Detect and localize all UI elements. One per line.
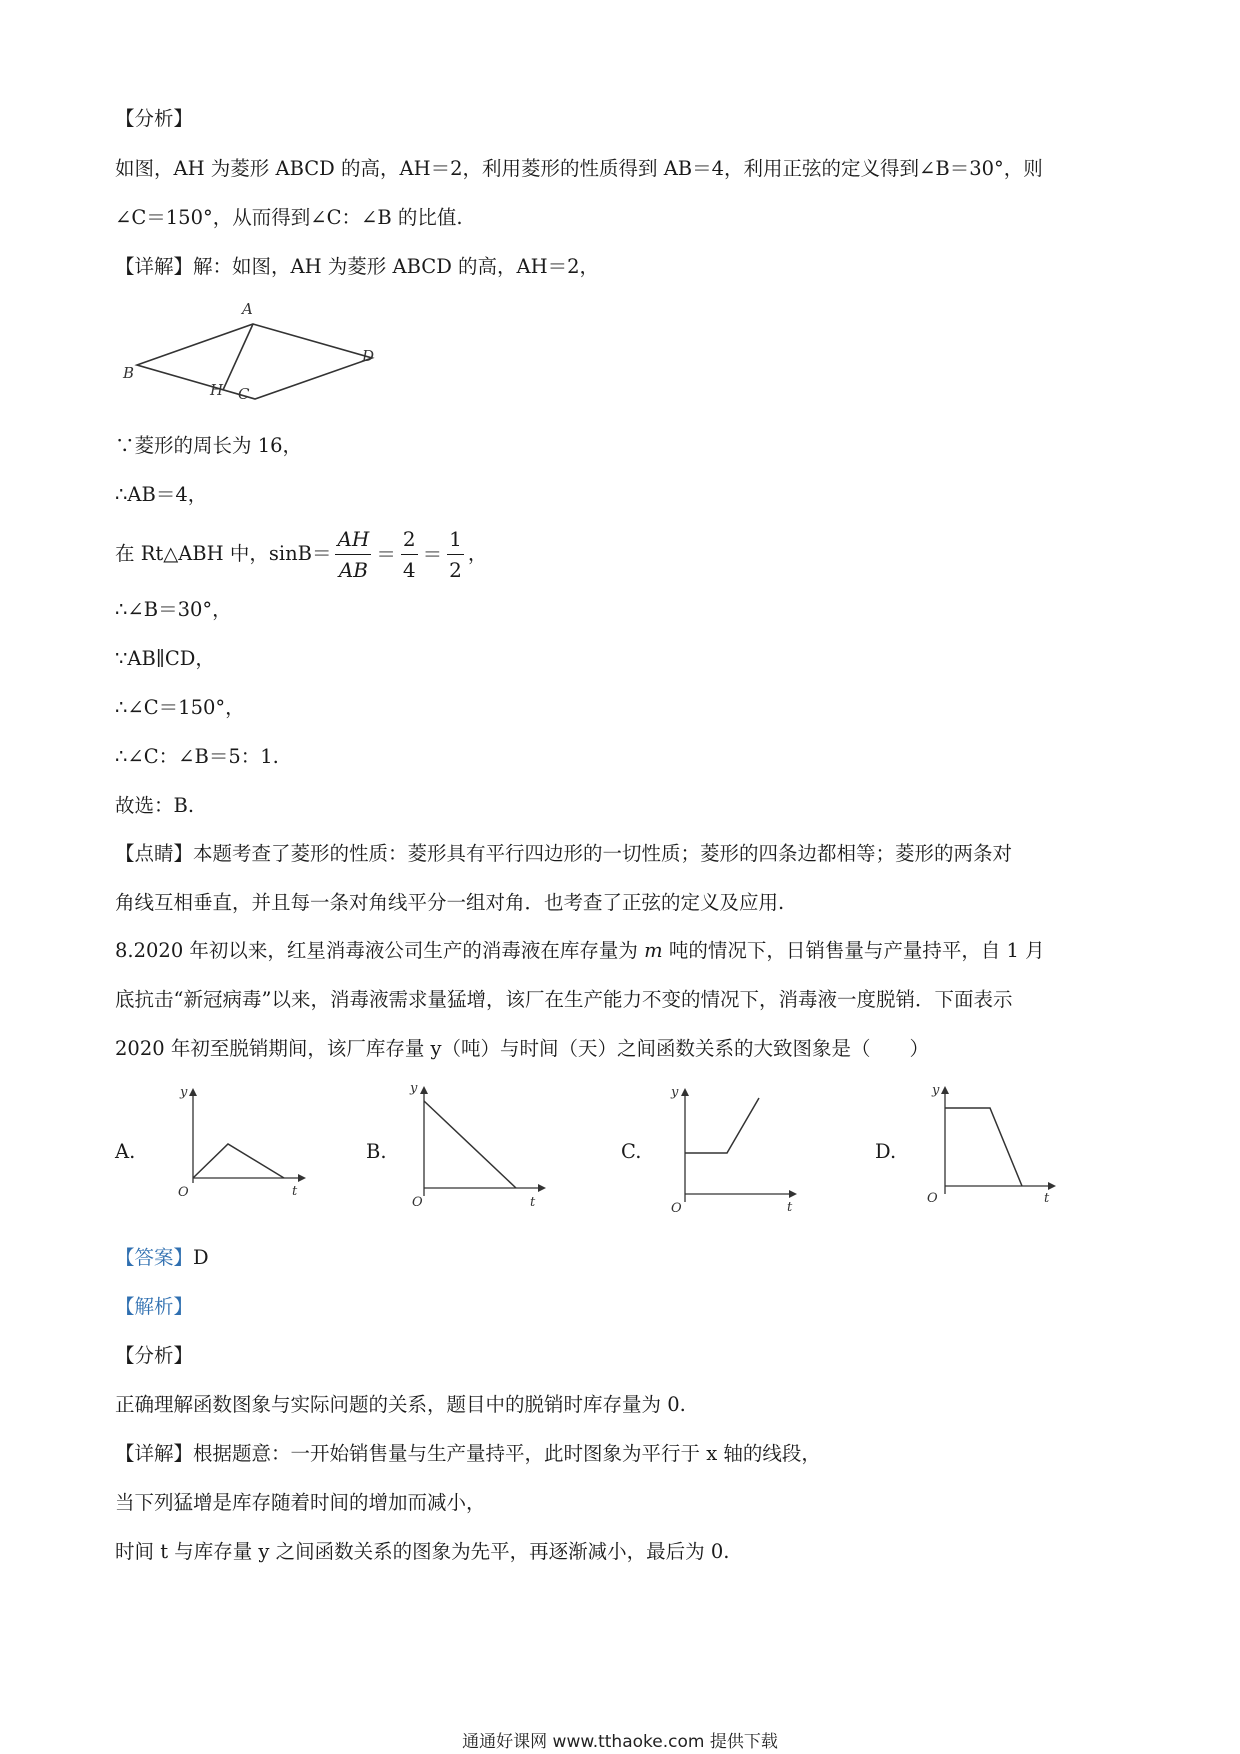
rhombus-abcd [137, 324, 375, 399]
svg-text:O: O [671, 1201, 682, 1216]
analysis-heading: 【分析】 [115, 107, 194, 130]
fraction-2-4: $\frac{2}{4}$ [401, 524, 418, 585]
label-a: A [242, 300, 253, 318]
detail-intro: 解：如图，AH 为菱形 ABCD 的高，AH＝2， [193, 255, 600, 278]
detail2-line: 【详解】根据题意：一开始销售量与生产量持平，此时图象为平行于 x 轴的线段， [115, 1442, 821, 1465]
option-a-curve [193, 1144, 284, 1178]
step-line: ∵AB∥CD， [115, 647, 215, 670]
fraction-ah-ab: $\frac{AH}{AB}$ [335, 524, 371, 585]
svg-text:t: t [530, 1195, 536, 1210]
option-c-label: C. [621, 1140, 642, 1163]
option-a-label: A. [115, 1140, 136, 1163]
comment-line: 角线互相垂直，并且每一条对角线平分一组对角．也考查了正弦的定义及应用. [115, 891, 785, 914]
step-line: ∴∠C＝150°， [115, 696, 245, 719]
analysis-line: 如图，AH 为菱形 ABCD 的高，AH＝2，利用菱形的性质得到 AB＝4，利用正弦的定义得到∠B＝30°，则 [115, 157, 1043, 180]
answer-value: D [193, 1246, 209, 1269]
question-line: 底抗击“新冠病毒”以来，消毒液需求量猛增，该厂在生产能力不变的情况下，消毒液一度脱销．下面表示 [115, 988, 1013, 1011]
option-a-graph [160, 1078, 310, 1203]
detail-intro-line [115, 254, 599, 280]
comment-heading: 【点睛】 [115, 842, 194, 865]
sin-equation: 在 Rt△ABH 中，sinB＝ $\frac{AH}{AB}$ ＝ $\frac{2}{4}$ ＝ $\frac{1}{2}$ ， [115, 522, 487, 587]
explain-heading: 【解析】 [115, 1295, 194, 1318]
svg-text:O: O [927, 1191, 938, 1206]
answer-heading: 【答案】 [115, 1246, 194, 1269]
option-b-graph [400, 1078, 550, 1213]
option-b-label: B. [366, 1140, 387, 1163]
answer-line [115, 1245, 209, 1271]
detail-heading: 【详解】 [115, 255, 194, 278]
svg-text:t: t [787, 1200, 793, 1215]
detail2-heading: 【详解】 [115, 1442, 194, 1465]
step-line: ∵菱形的周长为 16， [115, 434, 303, 457]
question-line: 8.2020 年初以来，红星消毒液公司生产的消毒液在库存量为 m 吨的情况下，日销售量与产量持平，自 1 月 [115, 939, 1045, 962]
step-line: ∴AB＝4， [115, 483, 208, 506]
label-d: D [362, 347, 375, 365]
label-b: B [123, 364, 135, 382]
step-line: ∴∠B＝30°， [115, 598, 232, 621]
height-ah [223, 324, 253, 390]
analysis2-line: 正确理解函数图象与实际问题的关系，题目中的脱销时库存量为 0. [115, 1393, 686, 1416]
sin-prefix: 在 Rt△ABH 中，sinB＝ [115, 542, 332, 565]
page-footer: 通通好课网 www.tthaoke.com 提供下载 [462, 1732, 778, 1752]
svg-text:t: t [1044, 1191, 1050, 1206]
analysis2-heading: 【分析】 [115, 1344, 194, 1367]
comment-line: 【点睛】本题考查了菱形的性质：菱形具有平行四边形的一切性质；菱形的四条边都相等；菱形的两条对 [115, 842, 1013, 865]
option-c-graph [655, 1078, 805, 1218]
step-line: ∴∠C：∠B＝5：1. [115, 745, 279, 768]
option-d-graph [910, 1078, 1060, 1208]
svg-text:O: O [412, 1195, 423, 1210]
question-line: 2020 年初至脱销期间，该厂库存量 y（吨）与时间（天）之间函数关系的大致图象是（ ） [115, 1037, 930, 1060]
rhombus-figure [115, 298, 395, 408]
option-d-label: D. [875, 1140, 897, 1163]
fraction-1-2: $\frac{1}{2}$ [447, 524, 464, 585]
svg-text:y: y [932, 1083, 940, 1098]
detail2-line: 时间 t 与库存量 y 之间函数关系的图象为先平，再逐渐减小，最后为 0. [115, 1540, 730, 1563]
option-c-curve [685, 1098, 759, 1153]
svg-text:y: y [410, 1081, 418, 1096]
option-b-curve [424, 1101, 516, 1188]
svg-text:O: O [178, 1185, 189, 1200]
label-h: H [210, 381, 224, 399]
svg-text:y: y [671, 1085, 679, 1100]
analysis-line: ∠C＝150°，从而得到∠C：∠B 的比值. [115, 206, 463, 229]
step-line: 故选：B. [115, 794, 195, 817]
option-d-curve [945, 1108, 1022, 1186]
label-c: C [238, 385, 250, 403]
svg-text:y: y [180, 1085, 188, 1100]
detail2-line: 当下列猛增是库存随着时间的增加而减小， [115, 1491, 486, 1514]
svg-text:t: t [292, 1184, 298, 1199]
